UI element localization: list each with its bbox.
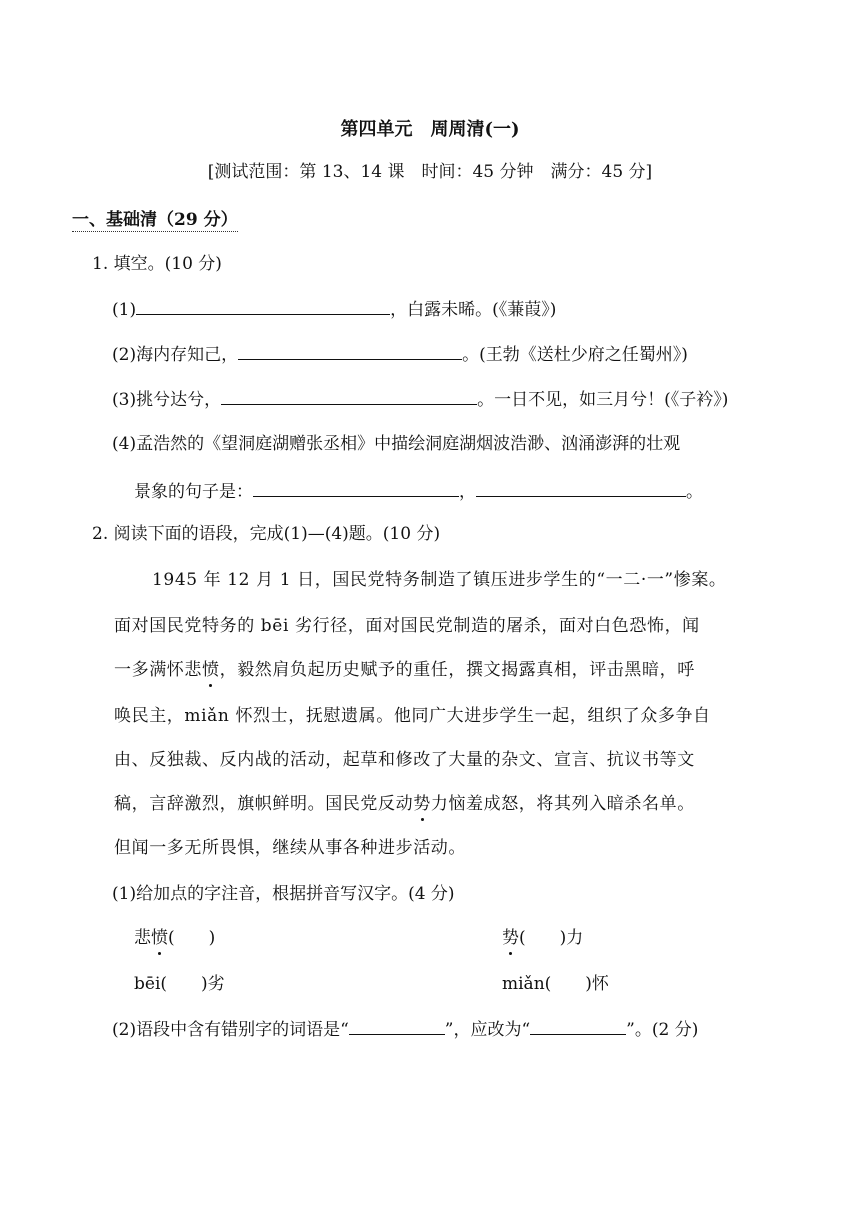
test-scope: [测试范围：第 13、14 课 时间：45 分钟 满分：45 分] — [207, 162, 653, 182]
passage-line-6 — [114, 792, 695, 816]
q2-stem: 2. 阅读下面的语段，完成(1)—(4)题。(10 分) — [92, 524, 441, 544]
passage-line-1: 1945 年 12 月 1 日，国民党特务制造了镇压进步学生的“一二·一”惨案。 — [152, 570, 727, 590]
q1-item3 — [112, 386, 728, 412]
q1-item4-line1: (4)孟浩然的《望洞庭湖赠张丞相》中描绘洞庭湖烟波浩渺、汹涌澎湃的壮观 — [112, 434, 681, 454]
q1-stem: 1. 填空。(10 分) — [92, 254, 222, 274]
q1-item4-mid: ， — [459, 482, 476, 502]
passage-line-2: 面对国民党特务的 bēi 劣行径，面对国民党制造的屠杀，面对白色恐怖，闻 — [114, 616, 700, 636]
q2-sub1-a — [134, 926, 215, 950]
dotted-char: 势 — [413, 794, 431, 814]
q1-item2 — [112, 341, 688, 367]
section-1-title: 一、基础清（29 分） — [72, 210, 238, 230]
sub2-suffix: ”。(2 分) — [626, 1020, 699, 1040]
q1-item2-prefix: (2)海内存知己， — [112, 345, 239, 365]
answer-blank[interactable] — [238, 341, 462, 360]
q1-item3-suffix: 。一日不见，如三月兮！(《子衿》) — [477, 390, 729, 410]
answer-blank[interactable] — [349, 1016, 445, 1035]
answer-parens[interactable]: ( )力 — [519, 928, 584, 948]
q1-item1 — [112, 296, 556, 322]
sub2-prefix: (2)语段中含有错别字的词语是“ — [112, 1020, 349, 1040]
dotted-char: 势 — [502, 928, 519, 948]
q1-item3-prefix: (3)挑兮达兮， — [112, 390, 222, 410]
q1-item4-suffix: 。 — [686, 482, 703, 502]
q2-sub1-stem: (1)给加点的字注音，根据拼音写汉字。(4 分) — [112, 884, 455, 904]
answer-blank[interactable] — [221, 386, 477, 405]
q1-item1-suffix: ，白露未晞。(《蒹葭》) — [390, 300, 557, 320]
answer-blank[interactable] — [530, 1016, 626, 1035]
dotted-char: 愤 — [202, 660, 220, 680]
q1-item2-suffix: 。(王勃《送杜少府之任蜀州》) — [462, 345, 688, 365]
q2-sub2 — [112, 1016, 698, 1042]
page-title: 第四单元 周周清(一) — [340, 119, 520, 140]
answer-blank[interactable] — [136, 296, 390, 315]
passage-line-3 — [114, 658, 695, 682]
answer-blank[interactable] — [476, 478, 686, 497]
section-heading — [72, 208, 238, 232]
q1-item4-line2 — [134, 478, 703, 504]
answer-parens[interactable]: ( ) — [168, 928, 216, 948]
passage-text: 力恼羞成怒，将其列入暗杀名单。 — [430, 794, 695, 814]
passage-text: 一多满怀悲 — [114, 660, 202, 680]
q2-sub1-c[interactable]: bēi( )劣 — [134, 974, 225, 994]
passage-line-7: 但闻一多无所畏惧，继续从事各种进步活动。 — [114, 838, 466, 858]
dotted-char: 愤 — [151, 928, 168, 948]
q2-sub1-b — [502, 926, 583, 950]
passage-text: 稿，言辞激烈，旗帜鲜明。国民党反动 — [114, 794, 414, 814]
q2-sub1-d[interactable]: miǎn( )怀 — [502, 974, 609, 994]
answer-blank[interactable] — [253, 478, 459, 497]
sub1-a-pre: 悲 — [134, 928, 151, 948]
passage-text: ，毅然肩负起历史赋予的重任，撰文揭露真相，评击黑暗，呼 — [219, 660, 695, 680]
passage-line-4: 唤民主，miǎn 怀烈士，抚慰遗属。他同广大进步学生一起，组织了众多争自 — [114, 706, 711, 726]
q1-item4-prefix: 景象的句子是： — [134, 482, 253, 502]
passage-line-5: 由、反独裁、反内战的活动，起草和修改了大量的杂文、宣言、抗议书等文 — [114, 750, 695, 770]
q1-item1-prefix: (1) — [112, 300, 137, 320]
sub2-mid: ”，应改为“ — [444, 1020, 531, 1040]
